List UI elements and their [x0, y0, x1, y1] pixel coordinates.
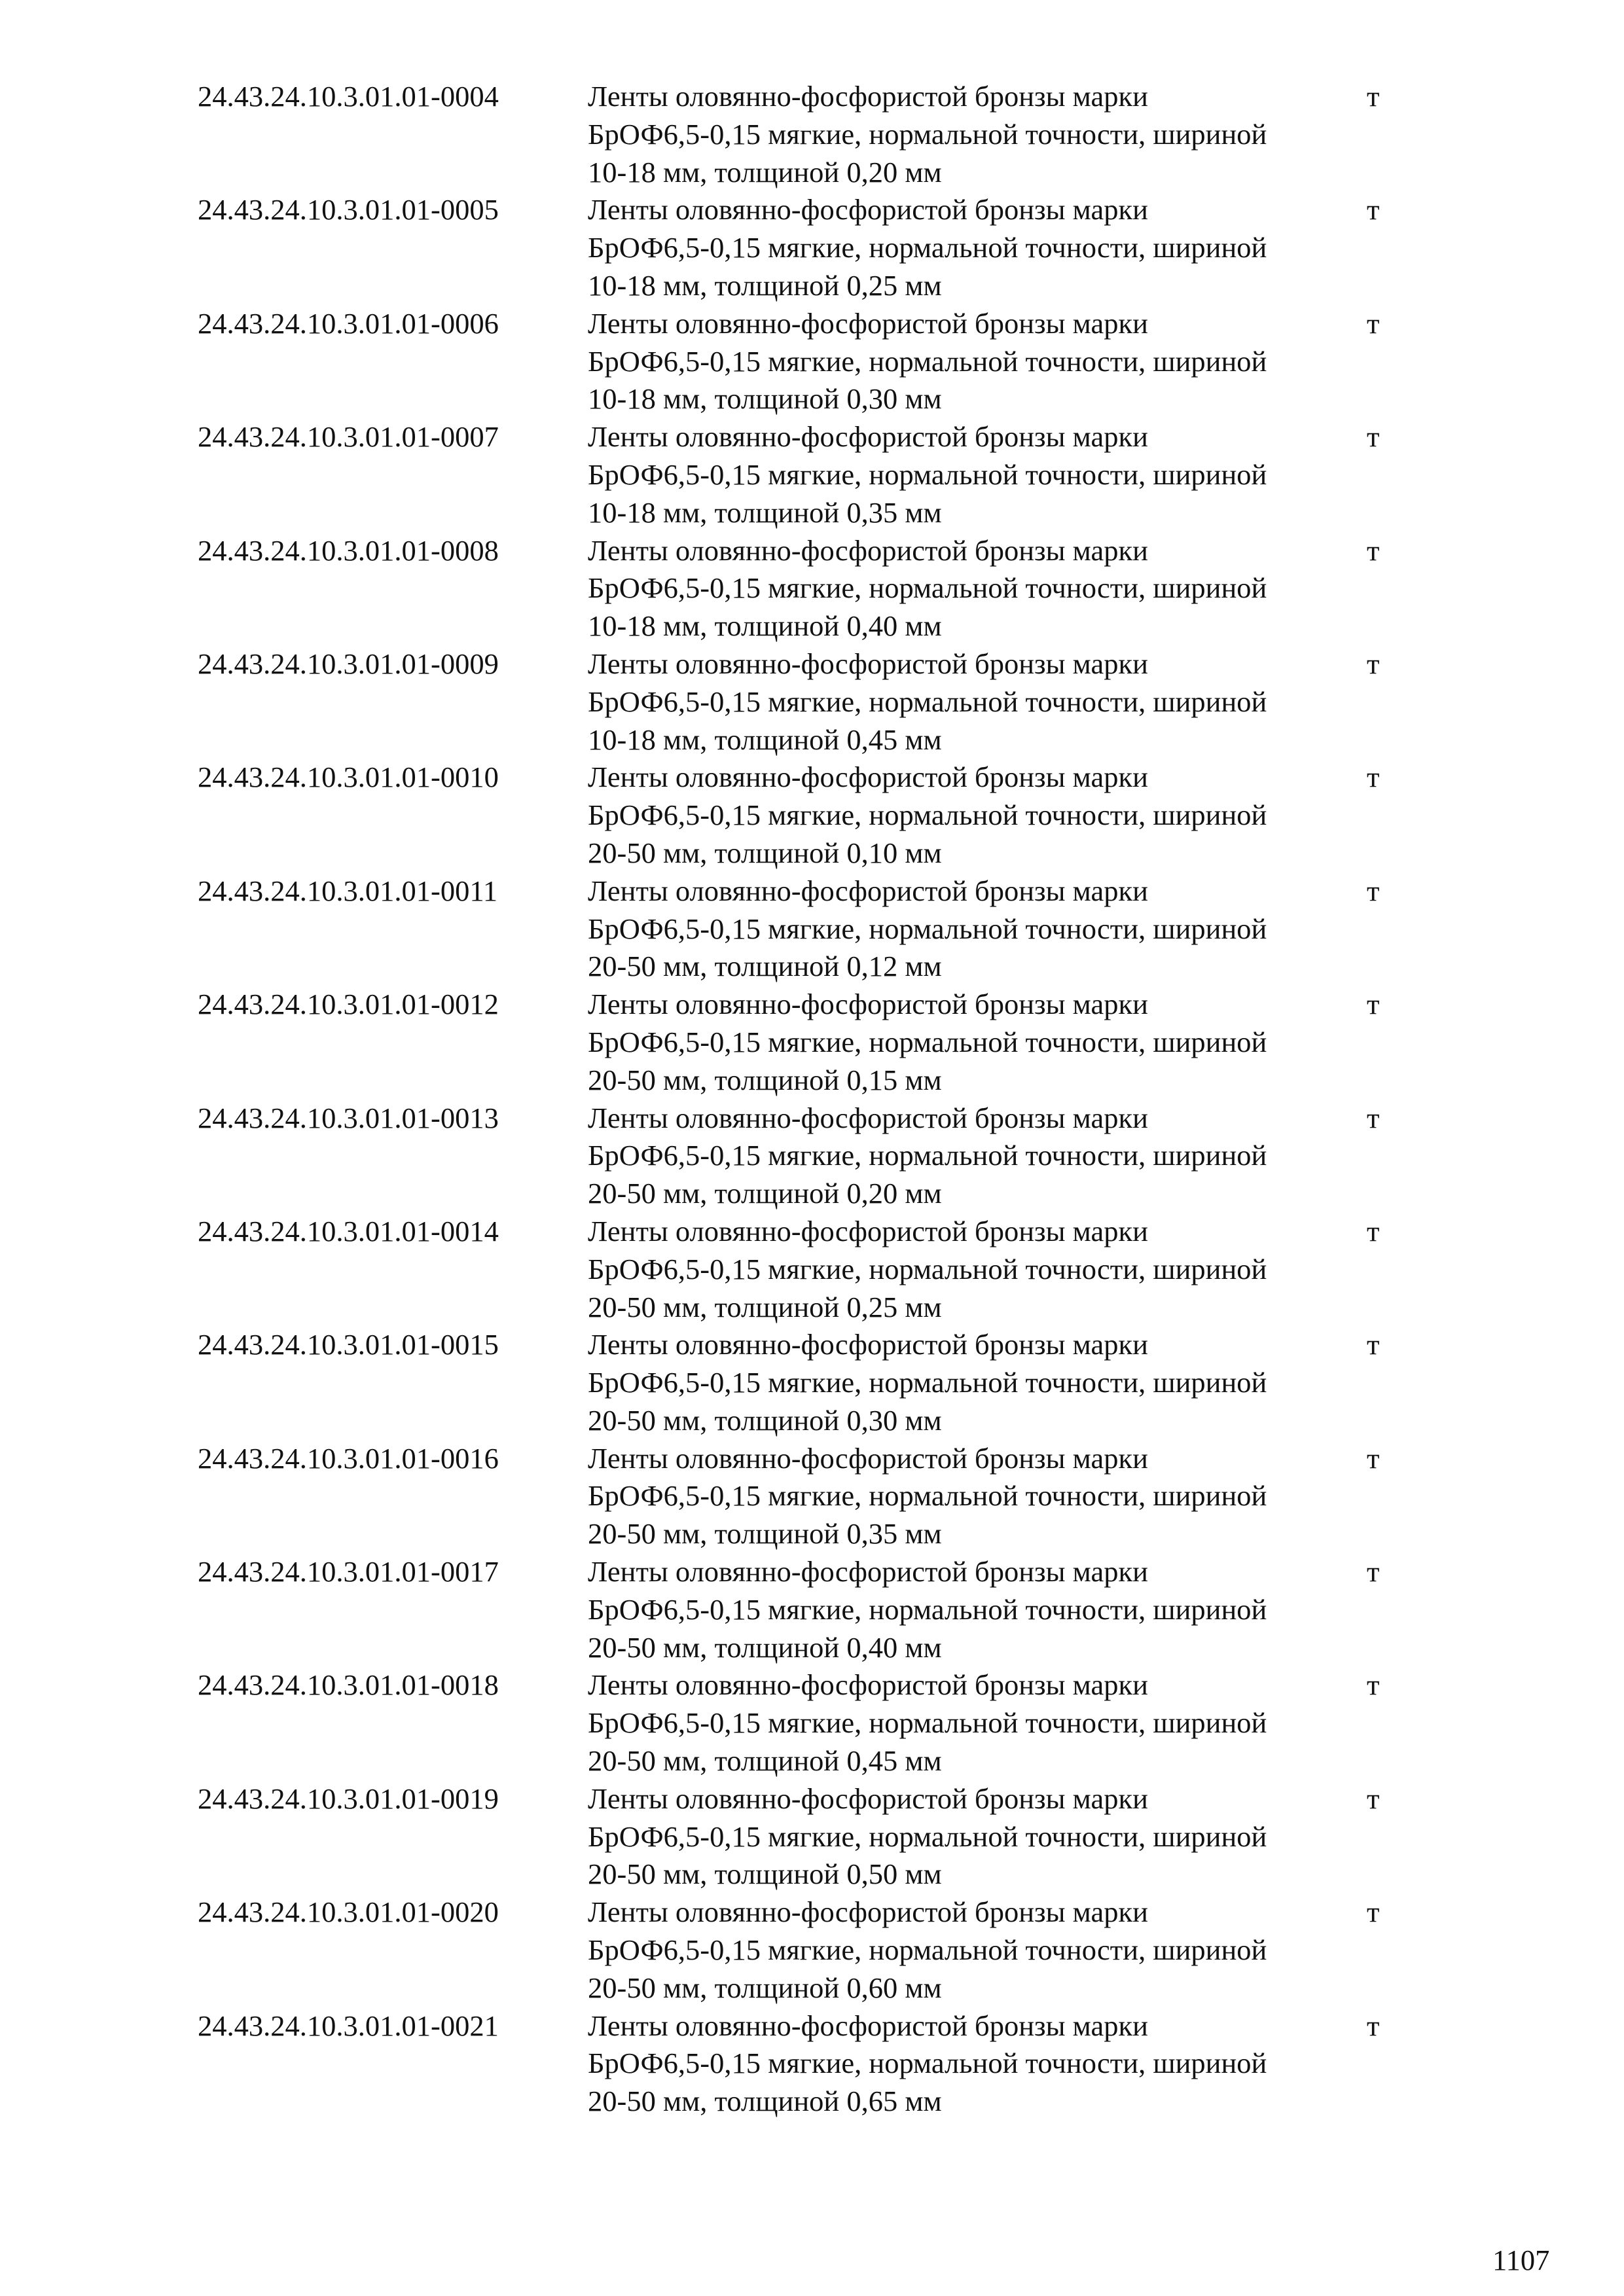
resource-description: [588, 1553, 1267, 1666]
resource-description: [588, 645, 1267, 759]
catalog-row: [0, 1553, 1624, 1666]
unit-of-measure: т: [1367, 1328, 1380, 1361]
description-line: Ленты оловянно-фосфористой бронзы марки: [588, 988, 1148, 1021]
resource-description: [588, 986, 1267, 1099]
unit-of-measure: т: [1367, 1782, 1380, 1815]
resource-code: 24.43.24.10.3.01.01-0012: [198, 988, 499, 1021]
description-line: 20-50 мм, толщиной 0,15 мм: [588, 1063, 942, 1096]
resource-description: [588, 78, 1267, 191]
description-line: Ленты оловянно-фосфористой бронзы марки: [588, 647, 1148, 680]
catalog-row: [0, 645, 1624, 759]
description-line: БрОФ6,5-0,15 мягкие, нормальной точности, шириной: [588, 1366, 1267, 1399]
catalog-row: [0, 872, 1624, 986]
unit-of-measure: т: [1367, 306, 1380, 340]
resource-code: 24.43.24.10.3.01.01-0014: [198, 1214, 499, 1247]
description-line: Ленты оловянно-фосфористой бронзы марки: [588, 1555, 1148, 1588]
description-line: 20-50 мм, толщиной 0,45 мм: [588, 1744, 942, 1778]
description-line: БрОФ6,5-0,15 мягкие, нормальной точности, шириной: [588, 1025, 1267, 1058]
resource-code: 24.43.24.10.3.01.01-0015: [198, 1328, 499, 1361]
unit-of-measure: т: [1367, 988, 1380, 1021]
description-line: Ленты оловянно-фосфористой бронзы марки: [588, 420, 1148, 454]
description-line: БрОФ6,5-0,15 мягкие, нормальной точности, шириной: [588, 1252, 1267, 1285]
resource-code: 24.43.24.10.3.01.01-0010: [198, 761, 499, 794]
unit-of-measure: т: [1367, 761, 1380, 794]
unit-of-measure: т: [1367, 874, 1380, 907]
unit-of-measure: т: [1367, 533, 1380, 567]
description-line: Ленты оловянно-фосфористой бронзы марки: [588, 80, 1148, 113]
resource-description: [588, 2007, 1267, 2121]
description-line: БрОФ6,5-0,15 мягкие, нормальной точности, шириной: [588, 1139, 1267, 1172]
resource-code: 24.43.24.10.3.01.01-0021: [198, 2009, 499, 2042]
description-line: 20-50 мм, толщиной 0,25 мм: [588, 1290, 942, 1323]
catalog-row: [0, 1780, 1624, 1893]
description-line: БрОФ6,5-0,15 мягкие, нормальной точности, шириной: [588, 1592, 1267, 1626]
catalog-row: [0, 1666, 1624, 1780]
description-line: 20-50 мм, толщиной 0,10 мм: [588, 836, 942, 869]
resource-description: [588, 305, 1267, 418]
catalog-row: [0, 1440, 1624, 1553]
description-line: 10-18 мм, толщиной 0,35 мм: [588, 495, 942, 529]
resource-code: 24.43.24.10.3.01.01-0018: [198, 1668, 499, 1702]
resource-code: 24.43.24.10.3.01.01-0008: [198, 533, 499, 567]
description-line: БрОФ6,5-0,15 мягкие, нормальной точности, шириной: [588, 571, 1267, 605]
description-line: Ленты оловянно-фосфористой бронзы марки: [588, 1214, 1148, 1247]
unit-of-measure: т: [1367, 1555, 1380, 1588]
resource-code: 24.43.24.10.3.01.01-0016: [198, 1441, 499, 1475]
resource-code: 24.43.24.10.3.01.01-0006: [198, 306, 499, 340]
catalog-list: [0, 78, 1624, 2121]
description-line: Ленты оловянно-фосфористой бронзы марки: [588, 1782, 1148, 1815]
description-line: Ленты оловянно-фосфористой бронзы марки: [588, 306, 1148, 340]
resource-description: [588, 418, 1267, 531]
description-line: 20-50 мм, толщиной 0,12 мм: [588, 950, 942, 983]
description-line: Ленты оловянно-фосфористой бронзы марки: [588, 1895, 1148, 1929]
description-line: 20-50 мм, толщиной 0,30 мм: [588, 1403, 942, 1437]
unit-of-measure: т: [1367, 1441, 1380, 1475]
catalog-row: [0, 1893, 1624, 2007]
description-line: Ленты оловянно-фосфористой бронзы марки: [588, 1101, 1148, 1134]
description-line: 20-50 мм, толщиной 0,60 мм: [588, 1971, 942, 2004]
description-line: БрОФ6,5-0,15 мягкие, нормальной точности, шириной: [588, 798, 1267, 832]
catalog-row: [0, 1100, 1624, 1213]
catalog-row: [0, 1213, 1624, 1326]
resource-description: [588, 1666, 1267, 1780]
resource-description: [588, 759, 1267, 872]
unit-of-measure: т: [1367, 193, 1380, 226]
description-line: БрОФ6,5-0,15 мягкие, нормальной точности, шириной: [588, 1820, 1267, 1853]
resource-description: [588, 1893, 1267, 2007]
description-line: Ленты оловянно-фосфористой бронзы марки: [588, 1328, 1148, 1361]
unit-of-measure: т: [1367, 420, 1380, 454]
description-line: БрОФ6,5-0,15 мягкие, нормальной точности, шириной: [588, 231, 1267, 264]
description-line: 10-18 мм, толщиной 0,25 мм: [588, 268, 942, 302]
description-line: 10-18 мм, толщиной 0,30 мм: [588, 382, 942, 416]
catalog-row: [0, 759, 1624, 872]
description-line: Ленты оловянно-фосфористой бронзы марки: [588, 1668, 1148, 1702]
resource-code: 24.43.24.10.3.01.01-0005: [198, 193, 499, 226]
unit-of-measure: т: [1367, 1214, 1380, 1247]
description-line: 20-50 мм, толщиной 0,20 мм: [588, 1177, 942, 1210]
catalog-row: [0, 2007, 1624, 2121]
resource-code: 24.43.24.10.3.01.01-0013: [198, 1101, 499, 1134]
resource-description: [588, 1100, 1267, 1213]
description-line: 20-50 мм, толщиной 0,40 мм: [588, 1630, 942, 1664]
catalog-row: [0, 532, 1624, 645]
resource-description: [588, 1213, 1267, 1326]
catalog-row: [0, 418, 1624, 531]
description-line: БрОФ6,5-0,15 мягкие, нормальной точности, шириной: [588, 344, 1267, 378]
page-number: 1107: [1492, 2244, 1550, 2277]
resource-code: 24.43.24.10.3.01.01-0020: [198, 1895, 499, 1929]
unit-of-measure: т: [1367, 1895, 1380, 1929]
description-line: Ленты оловянно-фосфористой бронзы марки: [588, 533, 1148, 567]
description-line: Ленты оловянно-фосфористой бронзы марки: [588, 1441, 1148, 1475]
resource-description: [588, 1326, 1267, 1439]
description-line: БрОФ6,5-0,15 мягкие, нормальной точности, шириной: [588, 1706, 1267, 1740]
resource-description: [588, 1440, 1267, 1553]
resource-description: [588, 872, 1267, 986]
description-line: 20-50 мм, толщиной 0,65 мм: [588, 2085, 942, 2118]
description-line: БрОФ6,5-0,15 мягкие, нормальной точности, шириной: [588, 912, 1267, 945]
description-line: БрОФ6,5-0,15 мягкие, нормальной точности, шириной: [588, 2047, 1267, 2080]
catalog-row: [0, 191, 1624, 304]
description-line: 10-18 мм, толщиной 0,20 мм: [588, 155, 942, 188]
catalog-row: [0, 986, 1624, 1099]
description-line: 10-18 мм, толщиной 0,40 мм: [588, 609, 942, 643]
description-line: БрОФ6,5-0,15 мягкие, нормальной точности, шириной: [588, 457, 1267, 491]
description-line: 20-50 мм, толщиной 0,35 мм: [588, 1517, 942, 1551]
description-line: БрОФ6,5-0,15 мягкие, нормальной точности, шириной: [588, 685, 1267, 718]
resource-description: [588, 1780, 1267, 1893]
unit-of-measure: т: [1367, 80, 1380, 113]
resource-description: [588, 191, 1267, 304]
description-line: Ленты оловянно-фосфористой бронзы марки: [588, 193, 1148, 226]
unit-of-measure: т: [1367, 2009, 1380, 2042]
unit-of-measure: т: [1367, 1668, 1380, 1702]
resource-code: 24.43.24.10.3.01.01-0011: [198, 874, 498, 907]
description-line: Ленты оловянно-фосфористой бронзы марки: [588, 761, 1148, 794]
resource-code: 24.43.24.10.3.01.01-0019: [198, 1782, 499, 1815]
description-line: БрОФ6,5-0,15 мягкие, нормальной точности, шириной: [588, 117, 1267, 151]
description-line: БрОФ6,5-0,15 мягкие, нормальной точности, шириной: [588, 1933, 1267, 1967]
description-line: БрОФ6,5-0,15 мягкие, нормальной точности, шириной: [588, 1479, 1267, 1513]
resource-code: 24.43.24.10.3.01.01-0004: [198, 80, 499, 113]
description-line: 20-50 мм, толщиной 0,50 мм: [588, 1857, 942, 1891]
description-line: Ленты оловянно-фосфористой бронзы марки: [588, 2009, 1148, 2042]
unit-of-measure: т: [1367, 647, 1380, 680]
catalog-row: [0, 1326, 1624, 1439]
catalog-row: [0, 78, 1624, 191]
description-line: Ленты оловянно-фосфористой бронзы марки: [588, 874, 1148, 907]
resource-code: 24.43.24.10.3.01.01-0017: [198, 1555, 499, 1588]
unit-of-measure: т: [1367, 1101, 1380, 1134]
description-line: 10-18 мм, толщиной 0,45 мм: [588, 723, 942, 756]
catalog-row: [0, 305, 1624, 418]
resource-code: 24.43.24.10.3.01.01-0009: [198, 647, 499, 680]
resource-code: 24.43.24.10.3.01.01-0007: [198, 420, 499, 454]
resource-description: [588, 532, 1267, 645]
